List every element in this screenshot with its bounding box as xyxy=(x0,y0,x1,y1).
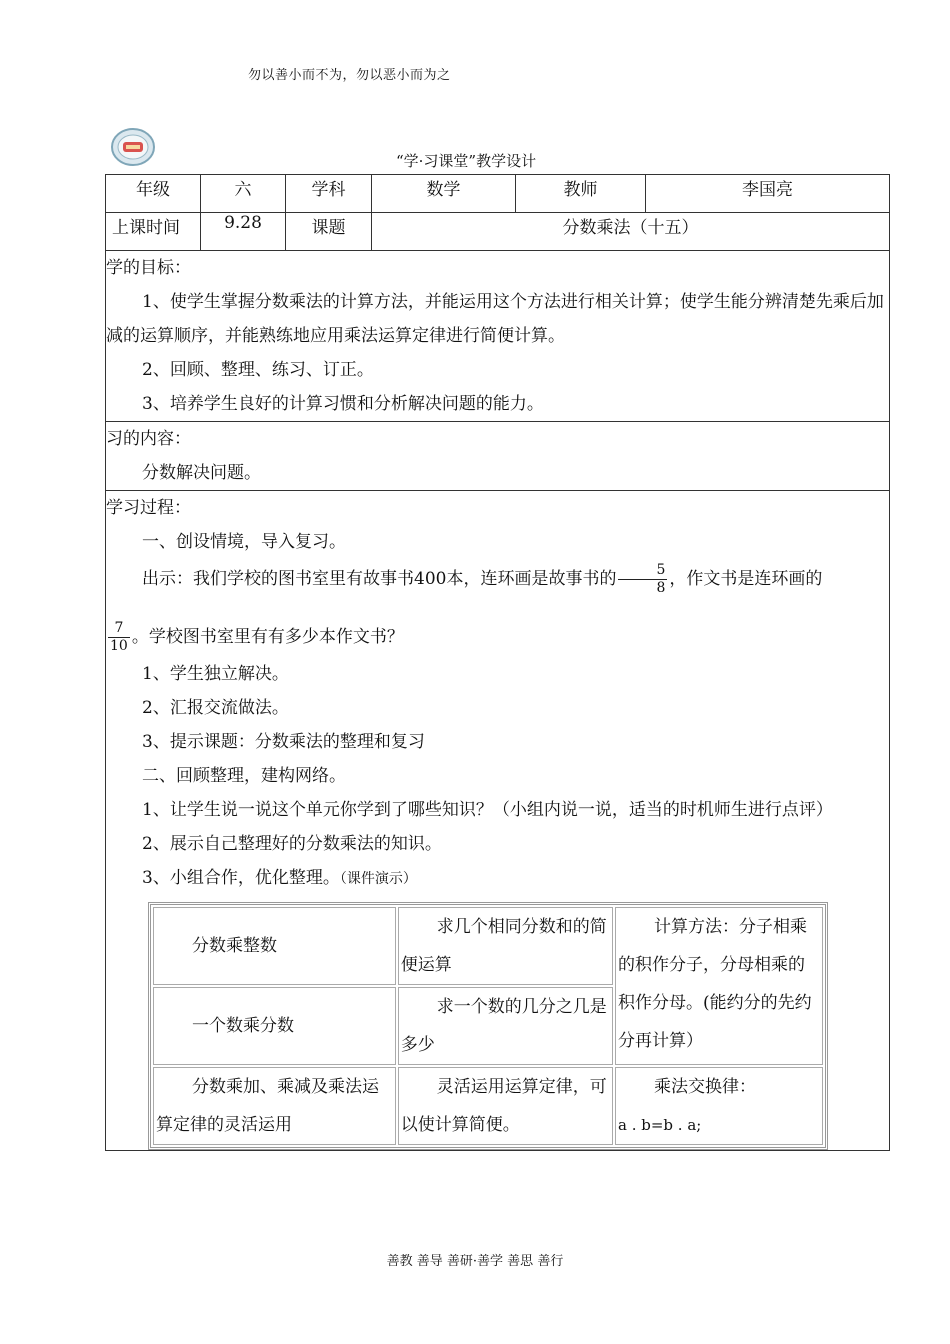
process-step-text: 3、小组合作，优化整理。 xyxy=(142,868,340,888)
process-step: 二、回顾整理，建构网络。 xyxy=(142,766,346,786)
content-heading: 习的内容： xyxy=(106,429,191,449)
fraction-numerator: 7 xyxy=(108,620,130,638)
process-step: 2、汇报交流做法。 xyxy=(142,698,289,718)
objective-item: 2、回顾、整理、练习、订正。 xyxy=(142,360,374,380)
summary-row xyxy=(153,907,823,985)
process-step: 一、创设情境，导入复习。 xyxy=(142,532,346,552)
objective-item: 3、培养学生良好的计算习惯和分析解决问题的能力。 xyxy=(142,394,544,414)
fraction-five-eighths xyxy=(618,562,667,597)
fraction-numerator: 5 xyxy=(618,562,667,580)
footer-slogan: 善教 善导 善研·善学 善思 善行 xyxy=(386,1254,564,1269)
objectives-row xyxy=(106,251,890,422)
commutative-law-formula: a . b=b . a; xyxy=(618,1116,702,1134)
content-text: 分数解决问题。 xyxy=(142,463,261,483)
summary-cell: 一个数乘分数 xyxy=(153,987,396,1065)
school-logo xyxy=(110,127,156,167)
subject-label: 学科 xyxy=(286,175,372,213)
lesson-plan-table xyxy=(105,174,890,1151)
document-title: “学·习课堂”教学设计 xyxy=(396,152,537,170)
problem-text-b: ，作文书是连环画的 xyxy=(669,569,823,589)
summary-cell xyxy=(615,1067,823,1145)
process-step xyxy=(106,861,889,896)
problem-text-a: 出示：我们学校的图书室里有故事书400本，连环画是故事书的 xyxy=(142,569,617,589)
process-row xyxy=(106,491,890,1151)
process-step-note: （课件演示） xyxy=(339,871,417,887)
summary-cell: 求一个数的几分之几是多少 xyxy=(398,987,613,1065)
grade-label: 年级 xyxy=(106,175,201,213)
content-section xyxy=(106,422,890,491)
subject-value: 数学 xyxy=(372,175,516,213)
header-row-2 xyxy=(106,213,890,251)
problem-text-c: 。学校图书室里有有多少本作文书？ xyxy=(131,627,404,647)
summary-cell: 分数乘整数 xyxy=(153,907,396,985)
fraction-denominator: 10 xyxy=(110,638,128,654)
header-row-1 xyxy=(106,175,890,213)
objective-item: 1、使学生掌握分数乘法的计算方法，并能运用这个方法进行相关计算；使学生能分辨清楚先乘后加减的运算顺序，并能熟练地应用乘法运算定律进行简便计算。 xyxy=(106,292,884,346)
topic-value: 分数乘法（十五） xyxy=(372,213,890,251)
summary-table xyxy=(148,902,828,1150)
summary-cell: 求几个相同分数和的简便运算 xyxy=(398,907,613,985)
objectives-heading: 学的目标： xyxy=(106,258,191,278)
teacher-value: 李国亮 xyxy=(646,175,890,213)
topic-label: 课题 xyxy=(286,213,372,251)
process-step: 1、让学生说一说这个单元你学到了哪些知识？（小组内说一说，适当的时机师生进行点评） xyxy=(142,800,833,820)
process-step: 3、提示课题：分数乘法的整理和复习 xyxy=(142,732,425,752)
problem-text-cont xyxy=(106,617,889,657)
summary-cell: 分数乘加、乘减及乘法运算定律的灵活运用 xyxy=(153,1067,396,1145)
process-section xyxy=(106,491,890,1151)
fraction-denominator: 8 xyxy=(656,580,666,596)
process-step: 1、学生独立解决。 xyxy=(142,664,289,684)
grade-value: 六 xyxy=(201,175,286,213)
motto: 勿以善小而不为，勿以恶小而为之 xyxy=(248,68,451,83)
fraction-seven-tenths xyxy=(108,620,130,655)
content-row xyxy=(106,422,890,491)
time-value: 9.28 xyxy=(201,213,286,251)
problem-text xyxy=(106,559,889,599)
time-label: 上课时间 xyxy=(106,213,201,251)
process-heading: 学习过程： xyxy=(106,498,191,518)
teacher-label: 教师 xyxy=(516,175,646,213)
process-step: 2、展示自己整理好的分数乘法的知识。 xyxy=(142,834,442,854)
objectives-section xyxy=(106,251,890,422)
summary-method-cell: 计算方法：分子相乘的积作分子，分母相乘的积作分母。(能约分的先约分再计算） xyxy=(615,907,823,1065)
commutative-law-title: 乘法交换律： xyxy=(654,1077,756,1097)
summary-cell: 灵活运用运算定律，可以使计算简便。 xyxy=(398,1067,613,1145)
summary-row xyxy=(153,1067,823,1145)
